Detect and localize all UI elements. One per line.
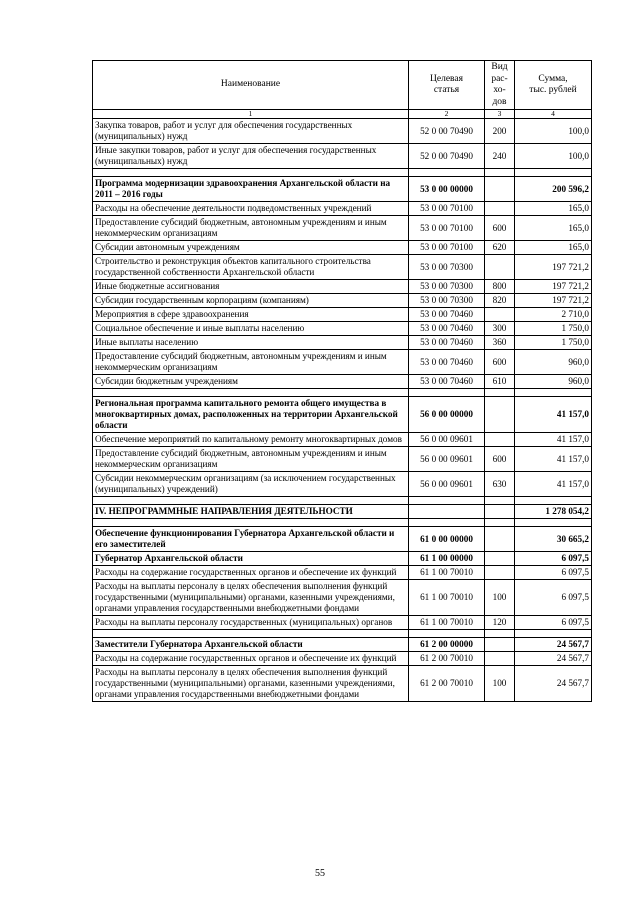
section-row xyxy=(93,177,592,202)
row-target-code: 61 1 00 00000 xyxy=(409,552,485,566)
spacer-row xyxy=(93,389,592,397)
row-expense-type: 630 xyxy=(485,472,515,497)
row-sum: 41 157,0 xyxy=(515,472,592,497)
row-sum: 1 750,0 xyxy=(515,322,592,336)
row-sum: 24 567,7 xyxy=(515,652,592,666)
empty-cell xyxy=(93,630,409,638)
empty-cell xyxy=(485,519,515,527)
table-row xyxy=(93,144,592,169)
row-expense-type: 100 xyxy=(485,666,515,702)
row-name: Мероприятия в сфере здравоохранения xyxy=(93,308,409,322)
row-target-code: 53 0 00 70100 xyxy=(409,216,485,241)
row-sum: 1 750,0 xyxy=(515,336,592,350)
row-expense-type xyxy=(485,202,515,216)
table-header-row xyxy=(93,61,592,110)
table-row xyxy=(93,202,592,216)
row-target-code: 56 0 00 09601 xyxy=(409,472,485,497)
row-name: Иные выплаты населению xyxy=(93,336,409,350)
row-expense-type xyxy=(485,552,515,566)
row-target-code: 61 2 00 70010 xyxy=(409,652,485,666)
budget-table xyxy=(92,60,592,702)
table-row xyxy=(93,119,592,144)
row-name: Субсидии бюджетным учреждениям xyxy=(93,375,409,389)
column-number: 3 xyxy=(485,110,515,119)
empty-cell xyxy=(409,630,485,638)
column-number: 2 xyxy=(409,110,485,119)
row-name: Губернатор Архангельской области xyxy=(93,552,409,566)
section-row xyxy=(93,552,592,566)
header-target: Целевая статья xyxy=(409,61,485,110)
row-name: Расходы на содержание государственных органов и обеспечение их функций xyxy=(93,652,409,666)
empty-cell xyxy=(485,630,515,638)
row-sum: 100,0 xyxy=(515,119,592,144)
section-row xyxy=(93,397,592,433)
row-target-code: 56 0 00 00000 xyxy=(409,397,485,433)
table-row xyxy=(93,652,592,666)
row-name: Субсидии государственным корпорациям (компаниям) xyxy=(93,294,409,308)
row-name: Иные закупки товаров, работ и услуг для обеспечения государственных (муниципальных) нужд xyxy=(93,144,409,169)
row-sum: 24 567,7 xyxy=(515,666,592,702)
empty-cell xyxy=(515,630,592,638)
empty-cell xyxy=(515,497,592,505)
section-row xyxy=(93,527,592,552)
column-number: 1 xyxy=(93,110,409,119)
table-row xyxy=(93,666,592,702)
spacer-row xyxy=(93,169,592,177)
table-row xyxy=(93,308,592,322)
row-target-code: 53 0 00 70100 xyxy=(409,241,485,255)
row-sum: 197 721,2 xyxy=(515,294,592,308)
empty-cell xyxy=(485,497,515,505)
row-expense-type xyxy=(485,255,515,280)
table-row xyxy=(93,472,592,497)
row-target-code: 52 0 00 70490 xyxy=(409,144,485,169)
row-expense-type xyxy=(485,397,515,433)
row-sum: 6 097,5 xyxy=(515,552,592,566)
row-sum: 960,0 xyxy=(515,375,592,389)
row-target-code: 53 0 00 70460 xyxy=(409,375,485,389)
row-sum: 41 157,0 xyxy=(515,433,592,447)
row-expense-type xyxy=(485,652,515,666)
row-expense-type: 600 xyxy=(485,216,515,241)
row-expense-type xyxy=(485,177,515,202)
row-expense-type: 240 xyxy=(485,144,515,169)
row-sum: 1 278 054,2 xyxy=(515,505,592,519)
empty-cell xyxy=(93,497,409,505)
empty-cell xyxy=(93,389,409,397)
row-target-code: 61 1 00 70010 xyxy=(409,580,485,616)
row-sum: 197 721,2 xyxy=(515,255,592,280)
row-name: Иные бюджетные ассигнования xyxy=(93,280,409,294)
row-name: Субсидии автономным учреждениям xyxy=(93,241,409,255)
row-target-code: 53 0 00 00000 xyxy=(409,177,485,202)
row-target-code: 53 0 00 70300 xyxy=(409,255,485,280)
row-target-code: 53 0 00 70300 xyxy=(409,280,485,294)
row-name: Социальное обеспечение и иные выплаты населению xyxy=(93,322,409,336)
row-sum: 2 710,0 xyxy=(515,308,592,322)
row-sum: 24 567,7 xyxy=(515,638,592,652)
row-name: Предоставление субсидий бюджетным, автономным учреждениям и иным некоммерческим организациям xyxy=(93,216,409,241)
row-target-code: 53 0 00 70100 xyxy=(409,202,485,216)
row-target-code xyxy=(409,505,485,519)
table-row xyxy=(93,294,592,308)
table-row xyxy=(93,280,592,294)
empty-cell xyxy=(93,519,409,527)
table-row xyxy=(93,447,592,472)
empty-cell xyxy=(515,389,592,397)
row-target-code: 53 0 00 70460 xyxy=(409,350,485,375)
row-sum: 41 157,0 xyxy=(515,397,592,433)
row-sum: 30 665,2 xyxy=(515,527,592,552)
row-name: Обеспечение функционирования Губернатора Архангельской области и его заместителей xyxy=(93,527,409,552)
row-expense-type: 600 xyxy=(485,447,515,472)
empty-cell xyxy=(409,169,485,177)
row-name: Расходы на содержание государственных органов и обеспечение их функций xyxy=(93,566,409,580)
table-row xyxy=(93,580,592,616)
document-page xyxy=(92,60,591,702)
table-row xyxy=(93,336,592,350)
row-sum: 165,0 xyxy=(515,216,592,241)
row-target-code: 52 0 00 70490 xyxy=(409,119,485,144)
spacer-row xyxy=(93,630,592,638)
column-number: 4 xyxy=(515,110,592,119)
row-target-code: 61 1 00 70010 xyxy=(409,616,485,630)
row-expense-type xyxy=(485,527,515,552)
row-name: Предоставление субсидий бюджетным, автономным учреждениям и иным некоммерческим организациям xyxy=(93,447,409,472)
row-sum: 6 097,5 xyxy=(515,616,592,630)
row-expense-type: 200 xyxy=(485,119,515,144)
row-name: Региональная программа капитального ремонта общего имущества в многоквартирных домах, расположенных на территории Архангельской области xyxy=(93,397,409,433)
row-expense-type: 360 xyxy=(485,336,515,350)
row-sum: 200 596,2 xyxy=(515,177,592,202)
row-name: Строительство и реконструкция объектов капитального строительства государственной собственности Архангельской области xyxy=(93,255,409,280)
header-name: Наименование xyxy=(93,61,409,110)
row-name: Расходы на выплаты персоналу в целях обеспечения выполнения функций государственными (муниципальными) органами, казенными учреждениями, органами управления государственными внебюджетными фондами xyxy=(93,666,409,702)
row-target-code: 53 0 00 70460 xyxy=(409,336,485,350)
row-target-code: 53 0 00 70300 xyxy=(409,294,485,308)
row-sum: 960,0 xyxy=(515,350,592,375)
row-expense-type: 820 xyxy=(485,294,515,308)
row-sum: 197 721,2 xyxy=(515,280,592,294)
row-sum: 165,0 xyxy=(515,241,592,255)
empty-cell xyxy=(409,497,485,505)
row-sum: 6 097,5 xyxy=(515,566,592,580)
row-name: Расходы на выплаты персоналу государственных (муниципальных) органов xyxy=(93,616,409,630)
row-target-code: 61 1 00 70010 xyxy=(409,566,485,580)
row-name: Расходы на обеспечение деятельности подведомственных учреждений xyxy=(93,202,409,216)
row-expense-type: 120 xyxy=(485,616,515,630)
row-target-code: 53 0 00 70460 xyxy=(409,322,485,336)
row-expense-type: 600 xyxy=(485,350,515,375)
row-target-code: 56 0 00 09601 xyxy=(409,433,485,447)
column-number-row xyxy=(93,110,592,119)
row-expense-type xyxy=(485,566,515,580)
empty-cell xyxy=(515,169,592,177)
empty-cell xyxy=(409,389,485,397)
spacer-row xyxy=(93,519,592,527)
row-name: Предоставление субсидий бюджетным, автономным учреждениям и иным некоммерческим организациям xyxy=(93,350,409,375)
table-row xyxy=(93,216,592,241)
row-name: IV. НЕПРОГРАММНЫЕ НАПРАВЛЕНИЯ ДЕЯТЕЛЬНОСТИ xyxy=(93,505,409,519)
row-target-code: 61 0 00 00000 xyxy=(409,527,485,552)
header-type: Вид рас- хо- дов xyxy=(485,61,515,110)
row-expense-type xyxy=(485,433,515,447)
table-row xyxy=(93,566,592,580)
row-expense-type xyxy=(485,308,515,322)
row-sum: 165,0 xyxy=(515,202,592,216)
spacer-row xyxy=(93,497,592,505)
row-expense-type: 800 xyxy=(485,280,515,294)
row-name: Программа модернизации здравоохранения Архангельской области на 2011 – 2016 годы xyxy=(93,177,409,202)
section-row xyxy=(93,505,592,519)
empty-cell xyxy=(93,169,409,177)
row-expense-type xyxy=(485,638,515,652)
table-row xyxy=(93,433,592,447)
empty-cell xyxy=(485,169,515,177)
table-row xyxy=(93,350,592,375)
row-expense-type: 620 xyxy=(485,241,515,255)
empty-cell xyxy=(409,519,485,527)
table-row xyxy=(93,255,592,280)
row-expense-type xyxy=(485,505,515,519)
row-target-code: 61 2 00 70010 xyxy=(409,666,485,702)
row-name: Заместители Губернатора Архангельской области xyxy=(93,638,409,652)
empty-cell xyxy=(485,389,515,397)
table-row xyxy=(93,241,592,255)
row-sum: 100,0 xyxy=(515,144,592,169)
empty-cell xyxy=(515,519,592,527)
table-row xyxy=(93,616,592,630)
row-target-code: 61 2 00 00000 xyxy=(409,638,485,652)
row-expense-type: 100 xyxy=(485,580,515,616)
row-name: Закупка товаров, работ и услуг для обеспечения государственных (муниципальных) нужд xyxy=(93,119,409,144)
row-sum: 41 157,0 xyxy=(515,447,592,472)
page-number: 55 xyxy=(315,868,325,879)
table-row xyxy=(93,375,592,389)
row-target-code: 53 0 00 70460 xyxy=(409,308,485,322)
table-row xyxy=(93,322,592,336)
section-row xyxy=(93,638,592,652)
row-target-code: 56 0 00 09601 xyxy=(409,447,485,472)
row-expense-type: 300 xyxy=(485,322,515,336)
header-sum: Сумма, тыс. рублей xyxy=(515,61,592,110)
row-name: Субсидии некоммерческим организациям (за исключением государственных (муниципальных) учреждений) xyxy=(93,472,409,497)
row-name: Расходы на выплаты персоналу в целях обеспечения выполнения функций государственными (муниципальными) органами, казенными учреждениями, органами управления государственными внебюджетными фондами xyxy=(93,580,409,616)
row-expense-type: 610 xyxy=(485,375,515,389)
row-name: Обеспечение мероприятий по капитальному ремонту многоквартирных домов xyxy=(93,433,409,447)
row-sum: 6 097,5 xyxy=(515,580,592,616)
